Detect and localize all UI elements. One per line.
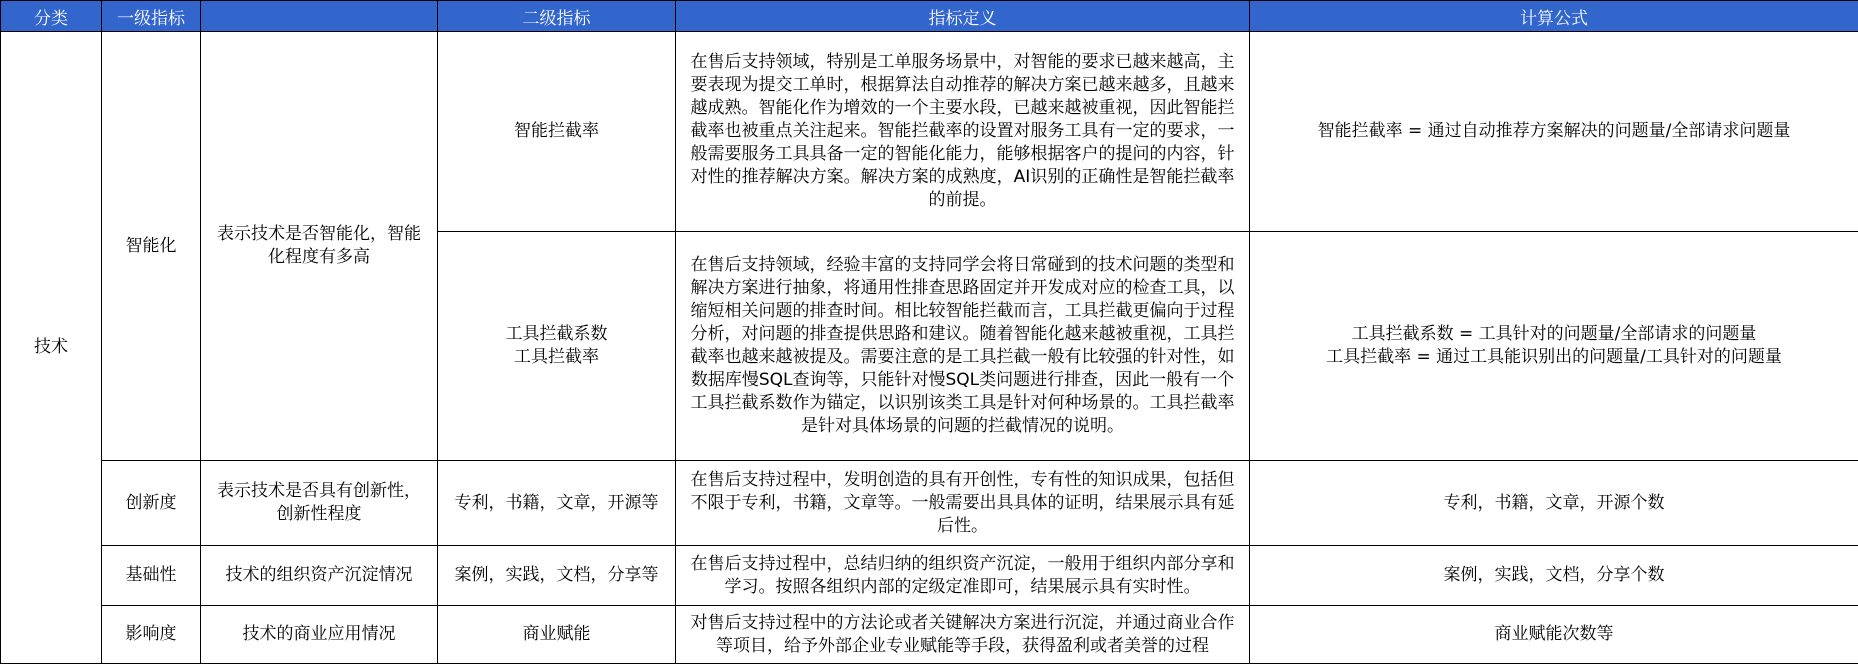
formula-cell: 智能拦截率 = 通过自动推荐方案解决的问题量/全部请求问题量 bbox=[1250, 32, 1858, 232]
definition-cell: 在售后支持过程中，总结归纳的组织资产沉淀，一般用于组织内部分享和学习。按照各组织内部的定级定准即可，结果展示具有实时性。 bbox=[676, 546, 1250, 606]
level2-cell: 案例，实践，文档，分享等 bbox=[438, 546, 676, 606]
formula-line: 工具拦截率 = 通过工具能识别出的问题量/工具针对的问题量 bbox=[1326, 347, 1782, 367]
level1-desc-cell: 表示技术是否具有创新性，创新性程度 bbox=[201, 461, 438, 546]
header-level2: 二级指标 bbox=[438, 1, 676, 32]
level2-cell: 商业赋能 bbox=[438, 606, 676, 664]
header-formula: 计算公式 bbox=[1250, 1, 1858, 32]
level2-cell: 专利，书籍，文章，开源等 bbox=[438, 461, 676, 546]
definition-cell: 对售后支持过程中的方法论或者关键解决方案进行沉淀，并通过商业合作等项目，给予外部企业专业赋能等手段，获得盈利或者美誉的过程 bbox=[676, 606, 1250, 664]
formula-line: 工具拦截系数 = 工具针对的问题量/全部请求的问题量 bbox=[1351, 324, 1757, 344]
header-level1-desc bbox=[201, 1, 438, 32]
table-row bbox=[1, 546, 1858, 606]
level1-desc-cell: 技术的组织资产沉淀情况 bbox=[201, 546, 438, 606]
level1-name-cell: 基础性 bbox=[102, 546, 201, 606]
category-cell: 技术 bbox=[1, 32, 102, 664]
header-row bbox=[1, 1, 1858, 32]
header-level1: 一级指标 bbox=[102, 1, 201, 32]
formula-cell: 案例，实践，文档，分享个数 bbox=[1250, 546, 1858, 606]
level1-name-cell: 影响度 bbox=[102, 606, 201, 664]
level2-cell: 智能拦截率 bbox=[438, 32, 676, 232]
level1-name-cell: 智能化 bbox=[102, 32, 201, 461]
table-row bbox=[1, 32, 1858, 232]
definition-cell: 在售后支持过程中，发明创造的具有开创性，专有性的知识成果，包括但不限于专利，书籍，文章等。一般需要出具具体的证明，结果展示具有延后性。 bbox=[676, 461, 1250, 546]
definition-cell: 在售后支持领域，特别是工单服务场景中，对智能的要求已越来越高，主要表现为提交工单时，根据算法自动推荐的解决方案已越来越多，且越来越成熟。智能化作为增效的一个主要水段，已越来越被重视，因此智能拦截率也被重点关注起来。智能拦截率的设置对服务工具有一定的要求，一般需要服务工具具备一定的智能化能力，能够根据客户的提问的内容，针对性的推荐解决方案。解决方案的成熟度，AI识别的正确性是智能拦截率的前提。 bbox=[676, 32, 1250, 232]
header-definition: 指标定义 bbox=[676, 1, 1250, 32]
level2-line: 工具拦截率 bbox=[514, 347, 599, 367]
definition-cell: 在售后支持领域，经验丰富的支持同学会将日常碰到的技术问题的类型和解决方案进行抽象，将通用性排查思路固定并开发成对应的检查工具，以缩短相关问题的排查时间。相比较智能拦截而言，工具拦截更偏向于过程分析，对问题的排查提供思路和建议。随着智能化越来越被重视，工具拦截率也越来越被提及。需要注意的是工具拦截一般有比较强的针对性，如数据库慢SQL查询等，只能针对慢SQL类问题进行排查，因此一般有一个工具拦截系数作为锚定，以识别该类工具是针对何种场景的。工具拦截率是针对具体场景的问题的拦截情况的说明。 bbox=[676, 232, 1250, 461]
formula-cell bbox=[1250, 232, 1858, 461]
formula-cell: 商业赋能次数等 bbox=[1250, 606, 1858, 664]
level2-line: 工具拦截系数 bbox=[505, 324, 608, 344]
level1-desc-cell: 表示技术是否智能化，智能化程度有多高 bbox=[201, 32, 438, 461]
level2-cell bbox=[438, 232, 676, 461]
table-row bbox=[1, 606, 1858, 664]
formula-cell: 专利，书籍，文章，开源个数 bbox=[1250, 461, 1858, 546]
table-row bbox=[1, 461, 1858, 546]
header-category: 分类 bbox=[1, 1, 102, 32]
level1-name-cell: 创新度 bbox=[102, 461, 201, 546]
level1-desc-cell: 技术的商业应用情况 bbox=[201, 606, 438, 664]
